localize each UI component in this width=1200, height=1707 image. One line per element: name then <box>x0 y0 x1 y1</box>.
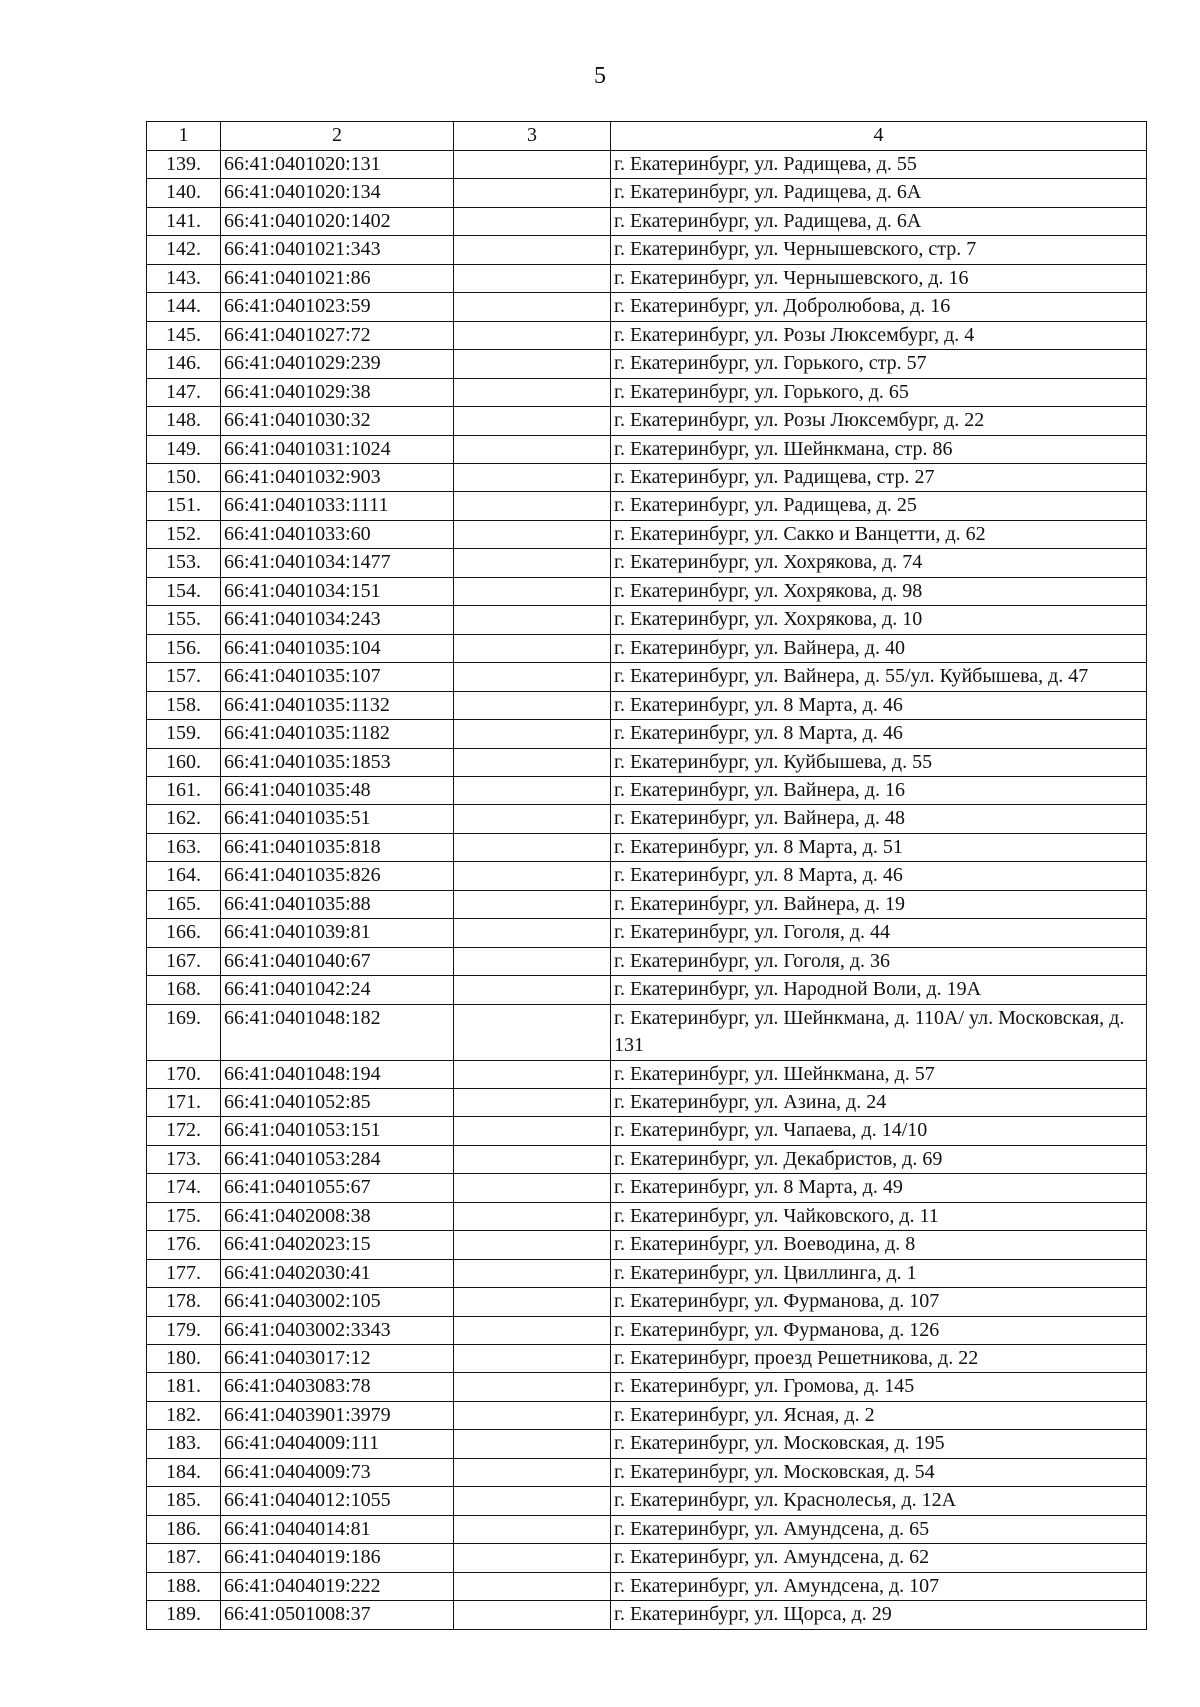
address: г. Екатеринбург, ул. Горького, стр. 57 <box>611 350 1147 378</box>
cadastral-number: 66:41:0401021:343 <box>221 236 454 264</box>
row-number: 173. <box>147 1145 221 1173</box>
table-row <box>147 1487 1147 1515</box>
row-number: 170. <box>147 1060 221 1088</box>
cadastral-number: 66:41:0403002:105 <box>221 1288 454 1316</box>
column-3-cell <box>454 577 611 605</box>
address: г. Екатеринбург, ул. Горького, д. 65 <box>611 378 1147 406</box>
address: г. Екатеринбург, ул. Декабристов, д. 69 <box>611 1145 1147 1173</box>
table-row <box>147 1458 1147 1486</box>
column-3-cell <box>454 520 611 548</box>
address: г. Екатеринбург, ул. 8 Марта, д. 46 <box>611 720 1147 748</box>
table-row <box>147 720 1147 748</box>
column-3-cell <box>454 1601 611 1629</box>
address: г. Екатеринбург, ул. Куйбышева, д. 55 <box>611 748 1147 776</box>
address: г. Екатеринбург, ул. Фурманова, д. 126 <box>611 1316 1147 1344</box>
column-3-cell <box>454 720 611 748</box>
cadastral-number: 66:41:0401027:72 <box>221 321 454 349</box>
column-3-cell <box>454 151 611 179</box>
column-3-cell <box>454 862 611 890</box>
row-number: 181. <box>147 1373 221 1401</box>
address: г. Екатеринбург, ул. Радищева, д. 6А <box>611 207 1147 235</box>
address: г. Екатеринбург, ул. Московская, д. 195 <box>611 1430 1147 1458</box>
row-number: 183. <box>147 1430 221 1458</box>
address: г. Екатеринбург, ул. Гоголя, д. 44 <box>611 919 1147 947</box>
table-row <box>147 151 1147 179</box>
column-3-cell <box>454 1117 611 1145</box>
column-3-cell <box>454 463 611 491</box>
table-row <box>147 293 1147 321</box>
address: г. Екатеринбург, ул. Краснолесья, д. 12А <box>611 1487 1147 1515</box>
table-row <box>147 919 1147 947</box>
row-number: 146. <box>147 350 221 378</box>
row-number: 168. <box>147 976 221 1004</box>
cadastral-number: 66:41:0401042:24 <box>221 976 454 1004</box>
column-3-cell <box>454 1430 611 1458</box>
table-row <box>147 1601 1147 1629</box>
column-3-cell <box>454 748 611 776</box>
column-3-cell <box>454 179 611 207</box>
table-row <box>147 321 1147 349</box>
cadastral-number: 66:41:0401048:194 <box>221 1060 454 1088</box>
column-3-cell <box>454 663 611 691</box>
address: г. Екатеринбург, ул. Цвиллинга, д. 1 <box>611 1259 1147 1287</box>
row-number: 142. <box>147 236 221 264</box>
column-3-cell <box>454 1004 611 1060</box>
address: г. Екатеринбург, ул. Хохрякова, д. 98 <box>611 577 1147 605</box>
column-3-cell <box>454 1373 611 1401</box>
row-number: 178. <box>147 1288 221 1316</box>
table-row <box>147 492 1147 520</box>
table-row <box>147 407 1147 435</box>
column-3-cell <box>454 236 611 264</box>
address: г. Екатеринбург, ул. Хохрякова, д. 10 <box>611 606 1147 634</box>
column-3-cell <box>454 1288 611 1316</box>
row-number: 171. <box>147 1088 221 1116</box>
row-number: 154. <box>147 577 221 605</box>
address: г. Екатеринбург, ул. Воеводина, д. 8 <box>611 1231 1147 1259</box>
cadastral-number: 66:41:0404012:1055 <box>221 1487 454 1515</box>
table-row <box>147 947 1147 975</box>
cadastral-number: 66:41:0401035:51 <box>221 805 454 833</box>
header-col-2: 2 <box>221 122 454 151</box>
cadastral-number: 66:41:0401053:284 <box>221 1145 454 1173</box>
table-row <box>147 577 1147 605</box>
cadastral-number: 66:41:0401031:1024 <box>221 435 454 463</box>
address: г. Екатеринбург, ул. Гоголя, д. 36 <box>611 947 1147 975</box>
table-row <box>147 663 1147 691</box>
row-number: 149. <box>147 435 221 463</box>
table-row <box>147 1088 1147 1116</box>
column-3-cell <box>454 1202 611 1230</box>
table-row <box>147 207 1147 235</box>
address: г. Екатеринбург, ул. Добролюбова, д. 16 <box>611 293 1147 321</box>
row-number: 187. <box>147 1544 221 1572</box>
address: г. Екатеринбург, проезд Решетникова, д. 22 <box>611 1345 1147 1373</box>
row-number: 182. <box>147 1401 221 1429</box>
table-row <box>147 776 1147 804</box>
column-3-cell <box>454 1345 611 1373</box>
address: г. Екатеринбург, ул. Народной Воли, д. 19А <box>611 976 1147 1004</box>
row-number: 186. <box>147 1515 221 1543</box>
row-number: 177. <box>147 1259 221 1287</box>
address: г. Екатеринбург, ул. Вайнера, д. 40 <box>611 634 1147 662</box>
address: г. Екатеринбург, ул. Шейнкмана, д. 57 <box>611 1060 1147 1088</box>
table-row <box>147 890 1147 918</box>
cadastral-number: 66:41:0401053:151 <box>221 1117 454 1145</box>
address: г. Екатеринбург, ул. Чернышевского, стр. 7 <box>611 236 1147 264</box>
column-3-cell <box>454 1401 611 1429</box>
header-col-3: 3 <box>454 122 611 151</box>
cadastral-number: 66:41:0404019:186 <box>221 1544 454 1572</box>
cadastral-number: 66:41:0401035:1132 <box>221 691 454 719</box>
table-row <box>147 179 1147 207</box>
table-row <box>147 1145 1147 1173</box>
column-3-cell <box>454 1316 611 1344</box>
table-row <box>147 1515 1147 1543</box>
address: г. Екатеринбург, ул. Амундсена, д. 107 <box>611 1572 1147 1600</box>
table-row <box>147 1373 1147 1401</box>
cadastral-number: 66:41:0401040:67 <box>221 947 454 975</box>
row-number: 143. <box>147 264 221 292</box>
column-3-cell <box>454 1487 611 1515</box>
address: г. Екатеринбург, ул. Азина, д. 24 <box>611 1088 1147 1116</box>
cadastral-number: 66:41:0401048:182 <box>221 1004 454 1060</box>
row-number: 176. <box>147 1231 221 1259</box>
column-3-cell <box>454 1060 611 1088</box>
column-3-cell <box>454 321 611 349</box>
header-col-4: 4 <box>611 122 1147 151</box>
cadastral-number: 66:41:0401052:85 <box>221 1088 454 1116</box>
address: г. Екатеринбург, ул. Вайнера, д. 48 <box>611 805 1147 833</box>
cadastral-number: 66:41:0402023:15 <box>221 1231 454 1259</box>
address: г. Екатеринбург, ул. Чайковского, д. 11 <box>611 1202 1147 1230</box>
row-number: 180. <box>147 1345 221 1373</box>
column-3-cell <box>454 976 611 1004</box>
address: г. Екатеринбург, ул. 8 Марта, д. 51 <box>611 833 1147 861</box>
row-number: 158. <box>147 691 221 719</box>
cadastral-number: 66:41:0402008:38 <box>221 1202 454 1230</box>
table-row <box>147 463 1147 491</box>
table-row <box>147 350 1147 378</box>
table-row <box>147 1316 1147 1344</box>
address: г. Екатеринбург, ул. Ясная, д. 2 <box>611 1401 1147 1429</box>
row-number: 140. <box>147 179 221 207</box>
row-number: 156. <box>147 634 221 662</box>
column-3-cell <box>454 1145 611 1173</box>
cadastral-number: 66:41:0401021:86 <box>221 264 454 292</box>
table-row <box>147 1288 1147 1316</box>
row-number: 166. <box>147 919 221 947</box>
cadastral-number: 66:41:0401029:38 <box>221 378 454 406</box>
table-row <box>147 236 1147 264</box>
row-number: 188. <box>147 1572 221 1600</box>
address: г. Екатеринбург, ул. Радищева, д. 25 <box>611 492 1147 520</box>
row-number: 163. <box>147 833 221 861</box>
table-row <box>147 748 1147 776</box>
table-row <box>147 549 1147 577</box>
address: г. Екатеринбург, ул. Розы Люксембург, д. 22 <box>611 407 1147 435</box>
column-3-cell <box>454 407 611 435</box>
cadastral-number: 66:41:0401020:1402 <box>221 207 454 235</box>
row-number: 147. <box>147 378 221 406</box>
cadastral-number: 66:41:0401034:1477 <box>221 549 454 577</box>
address: г. Екатеринбург, ул. 8 Марта, д. 46 <box>611 862 1147 890</box>
address: г. Екатеринбург, ул. Радищева, стр. 27 <box>611 463 1147 491</box>
cadastral-number: 66:41:0401032:903 <box>221 463 454 491</box>
header-row <box>147 122 1147 151</box>
table-row <box>147 1202 1147 1230</box>
column-3-cell <box>454 350 611 378</box>
cadastral-number: 66:41:0401030:32 <box>221 407 454 435</box>
column-3-cell <box>454 1544 611 1572</box>
table-row <box>147 1174 1147 1202</box>
cadastral-number: 66:41:0401035:48 <box>221 776 454 804</box>
column-3-cell <box>454 776 611 804</box>
table-row <box>147 378 1147 406</box>
cadastral-number: 66:41:0401035:1853 <box>221 748 454 776</box>
row-number: 164. <box>147 862 221 890</box>
cadastral-number: 66:41:0401035:1182 <box>221 720 454 748</box>
address: г. Екатеринбург, ул. Вайнера, д. 55/ул. Куйбышева, д. 47 <box>611 663 1147 691</box>
column-3-cell <box>454 207 611 235</box>
cadastral-number: 66:41:0401035:104 <box>221 634 454 662</box>
column-3-cell <box>454 435 611 463</box>
column-3-cell <box>454 1231 611 1259</box>
column-3-cell <box>454 264 611 292</box>
table-row <box>147 520 1147 548</box>
address: г. Екатеринбург, ул. Вайнера, д. 16 <box>611 776 1147 804</box>
address: г. Екатеринбург, ул. Шейнкмана, стр. 86 <box>611 435 1147 463</box>
address: г. Екатеринбург, ул. Амундсена, д. 62 <box>611 1544 1147 1572</box>
page-number: 5 <box>594 63 606 89</box>
row-number: 165. <box>147 890 221 918</box>
address: г. Екатеринбург, ул. Радищева, д. 55 <box>611 151 1147 179</box>
cadastral-number: 66:41:0401034:243 <box>221 606 454 634</box>
cadastral-number: 66:41:0401035:818 <box>221 833 454 861</box>
column-3-cell <box>454 549 611 577</box>
row-number: 141. <box>147 207 221 235</box>
table-row <box>147 862 1147 890</box>
column-3-cell <box>454 492 611 520</box>
address: г. Екатеринбург, ул. Чернышевского, д. 16 <box>611 264 1147 292</box>
registry-table <box>146 121 1147 1630</box>
table-row <box>147 634 1147 662</box>
cadastral-number: 66:41:0401020:134 <box>221 179 454 207</box>
row-number: 151. <box>147 492 221 520</box>
row-number: 161. <box>147 776 221 804</box>
row-number: 175. <box>147 1202 221 1230</box>
table-body <box>147 151 1147 1630</box>
column-3-cell <box>454 1088 611 1116</box>
header-col-1: 1 <box>147 122 221 151</box>
table-row <box>147 264 1147 292</box>
table-row <box>147 606 1147 634</box>
cadastral-number: 66:41:0403901:3979 <box>221 1401 454 1429</box>
cadastral-number: 66:41:0404009:111 <box>221 1430 454 1458</box>
table-header <box>147 122 1147 151</box>
cadastral-number: 66:41:0404014:81 <box>221 1515 454 1543</box>
column-3-cell <box>454 1259 611 1287</box>
address: г. Екатеринбург, ул. Громова, д. 145 <box>611 1373 1147 1401</box>
row-number: 172. <box>147 1117 221 1145</box>
cadastral-number: 66:41:0404019:222 <box>221 1572 454 1600</box>
table-row <box>147 805 1147 833</box>
row-number: 139. <box>147 151 221 179</box>
address: г. Екатеринбург, ул. Чапаева, д. 14/10 <box>611 1117 1147 1145</box>
table-row <box>147 1430 1147 1458</box>
column-3-cell <box>454 890 611 918</box>
table-row <box>147 1345 1147 1373</box>
cadastral-number: 66:41:0401034:151 <box>221 577 454 605</box>
row-number: 148. <box>147 407 221 435</box>
row-number: 167. <box>147 947 221 975</box>
row-number: 145. <box>147 321 221 349</box>
cadastral-number: 66:41:0404009:73 <box>221 1458 454 1486</box>
cadastral-number: 66:41:0401020:131 <box>221 151 454 179</box>
address: г. Екатеринбург, ул. Розы Люксембург, д. 4 <box>611 321 1147 349</box>
column-3-cell <box>454 634 611 662</box>
table-row <box>147 691 1147 719</box>
cadastral-number: 66:41:0403083:78 <box>221 1373 454 1401</box>
row-number: 184. <box>147 1458 221 1486</box>
table-row <box>147 435 1147 463</box>
cadastral-number: 66:41:0402030:41 <box>221 1259 454 1287</box>
row-number: 162. <box>147 805 221 833</box>
cadastral-number: 66:41:0401035:826 <box>221 862 454 890</box>
address: г. Екатеринбург, ул. Амундсена, д. 65 <box>611 1515 1147 1543</box>
column-3-cell <box>454 805 611 833</box>
cadastral-number: 66:41:0403017:12 <box>221 1345 454 1373</box>
table-row <box>147 1544 1147 1572</box>
row-number: 160. <box>147 748 221 776</box>
cadastral-number: 66:41:0401039:81 <box>221 919 454 947</box>
column-3-cell <box>454 606 611 634</box>
row-number: 169. <box>147 1004 221 1060</box>
table-row <box>147 1004 1147 1060</box>
table-row <box>147 1117 1147 1145</box>
row-number: 153. <box>147 549 221 577</box>
address: г. Екатеринбург, ул. 8 Марта, д. 46 <box>611 691 1147 719</box>
cadastral-number: 66:41:0401033:60 <box>221 520 454 548</box>
address: г. Екатеринбург, ул. Щорса, д. 29 <box>611 1601 1147 1629</box>
row-number: 179. <box>147 1316 221 1344</box>
address: г. Екатеринбург, ул. 8 Марта, д. 49 <box>611 1174 1147 1202</box>
table-row <box>147 1231 1147 1259</box>
row-number: 189. <box>147 1601 221 1629</box>
cadastral-number: 66:41:0501008:37 <box>221 1601 454 1629</box>
address: г. Екатеринбург, ул. Фурманова, д. 107 <box>611 1288 1147 1316</box>
row-number: 152. <box>147 520 221 548</box>
cadastral-number: 66:41:0401029:239 <box>221 350 454 378</box>
column-3-cell <box>454 691 611 719</box>
column-3-cell <box>454 947 611 975</box>
cadastral-number: 66:41:0401035:107 <box>221 663 454 691</box>
address: г. Екатеринбург, ул. Вайнера, д. 19 <box>611 890 1147 918</box>
table-row <box>147 1060 1147 1088</box>
row-number: 174. <box>147 1174 221 1202</box>
address: г. Екатеринбург, ул. Хохрякова, д. 74 <box>611 549 1147 577</box>
column-3-cell <box>454 1572 611 1600</box>
table-row <box>147 1401 1147 1429</box>
cadastral-number: 66:41:0401035:88 <box>221 890 454 918</box>
column-3-cell <box>454 833 611 861</box>
column-3-cell <box>454 1458 611 1486</box>
cadastral-number: 66:41:0401055:67 <box>221 1174 454 1202</box>
column-3-cell <box>454 293 611 321</box>
cadastral-number: 66:41:0401023:59 <box>221 293 454 321</box>
row-number: 150. <box>147 463 221 491</box>
row-number: 185. <box>147 1487 221 1515</box>
column-3-cell <box>454 1515 611 1543</box>
row-number: 157. <box>147 663 221 691</box>
row-number: 155. <box>147 606 221 634</box>
column-3-cell <box>454 919 611 947</box>
column-3-cell <box>454 1174 611 1202</box>
address: г. Екатеринбург, ул. Шейнкмана, д. 110А/ ул. Московская, д. 131 <box>611 1004 1147 1060</box>
row-number: 159. <box>147 720 221 748</box>
table-row <box>147 1572 1147 1600</box>
column-3-cell <box>454 378 611 406</box>
row-number: 144. <box>147 293 221 321</box>
cadastral-number: 66:41:0401033:1111 <box>221 492 454 520</box>
cadastral-number: 66:41:0403002:3343 <box>221 1316 454 1344</box>
table-row <box>147 976 1147 1004</box>
address: г. Екатеринбург, ул. Московская, д. 54 <box>611 1458 1147 1486</box>
address: г. Екатеринбург, ул. Радищева, д. 6А <box>611 179 1147 207</box>
table-row <box>147 1259 1147 1287</box>
table-row <box>147 833 1147 861</box>
address: г. Екатеринбург, ул. Сакко и Ванцетти, д. 62 <box>611 520 1147 548</box>
